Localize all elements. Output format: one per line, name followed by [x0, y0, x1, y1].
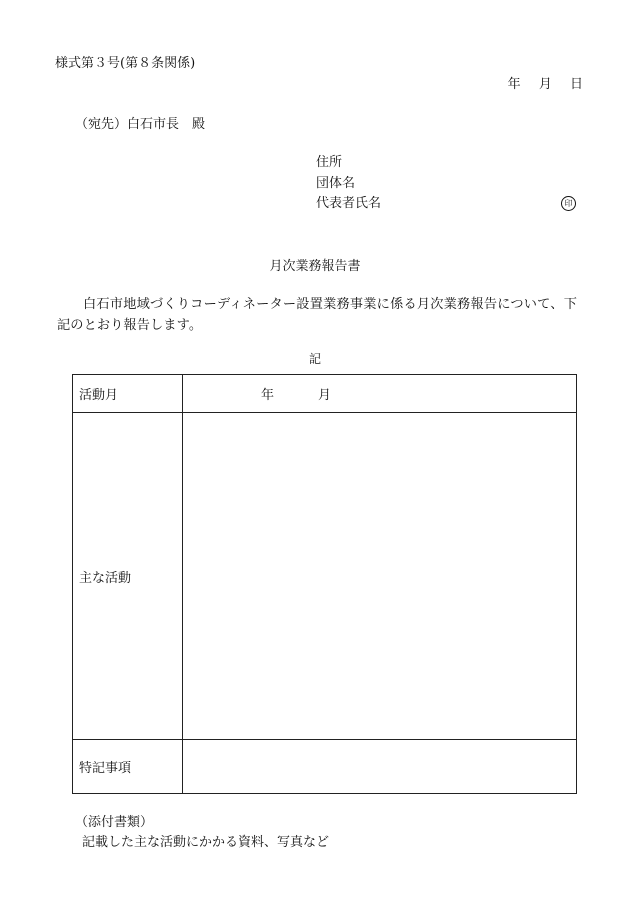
- notes-field[interactable]: [183, 740, 577, 794]
- date-line: [494, 77, 583, 93]
- main-activity-label: 主な活動: [73, 413, 183, 740]
- activity-month-year-unit: 年: [261, 388, 275, 403]
- table-row-main-activity: [73, 413, 577, 740]
- table-row-activity-month: [73, 375, 577, 413]
- date-year: 年: [507, 77, 521, 92]
- date-day: 日: [569, 77, 583, 92]
- date-month: 月: [538, 77, 552, 92]
- main-activity-field[interactable]: [183, 413, 577, 740]
- addressee: （宛先）白石市長 殿: [75, 117, 206, 132]
- notes-label: 特記事項: [73, 740, 183, 794]
- ki-label: 記: [308, 352, 321, 366]
- activity-month-label: 活動月: [73, 375, 183, 413]
- attachments-heading: （添付書類）: [75, 815, 154, 830]
- document-title: 月次業務報告書: [269, 259, 361, 274]
- attachments-text: 記載した主な活動にかかる資料、写真など: [82, 835, 330, 850]
- seal-mark-icon: 印: [561, 196, 576, 211]
- report-table: [72, 374, 577, 794]
- sender-address-label: 住所: [316, 155, 343, 170]
- sender-representative-label: 代表者氏名: [316, 196, 382, 211]
- body-paragraph: 白石市地域づくりコーディネーター設置業務事業に係る月次業務報告について、下記のとおり報告します。: [57, 297, 577, 333]
- activity-month-month-unit: 月: [318, 388, 332, 403]
- form-number: 様式第３号(第８条関係): [55, 56, 196, 71]
- table-row-notes: [73, 740, 577, 794]
- sender-group-label: 団体名: [316, 176, 356, 191]
- activity-month-field[interactable]: [183, 375, 577, 413]
